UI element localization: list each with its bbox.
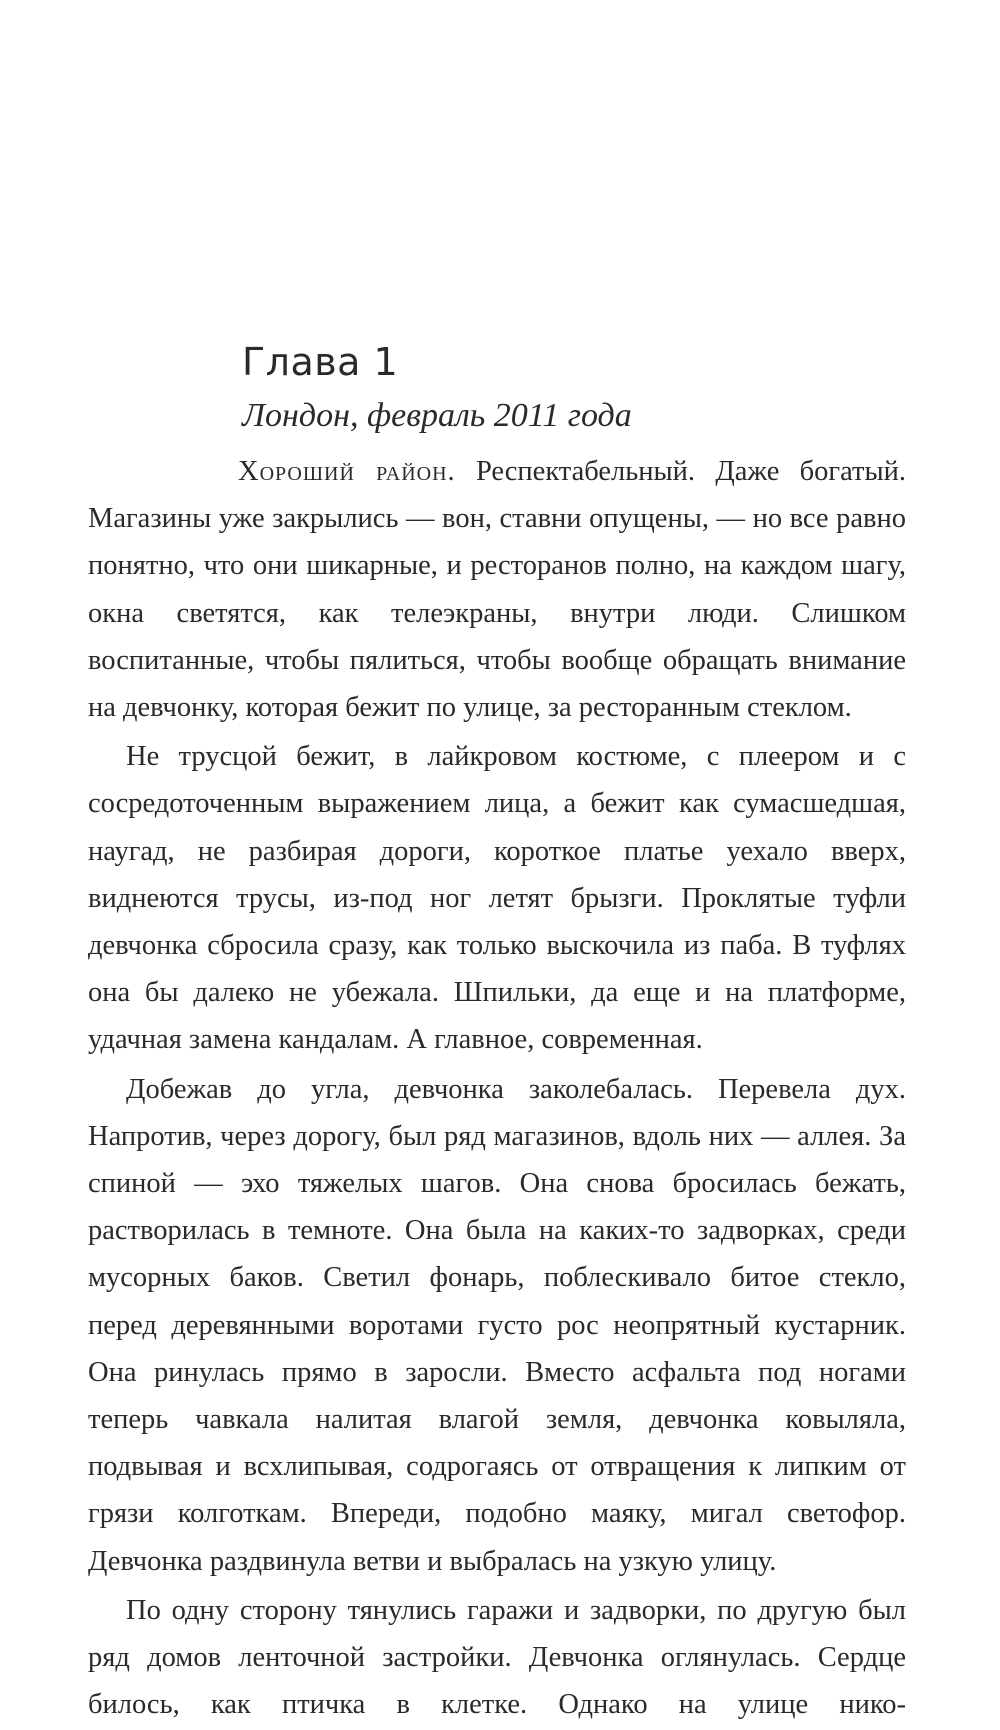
paragraph-lead-in: Хороший район. [238,456,456,487]
chapter-title: Глава 1 [242,340,399,384]
paragraph-3: Добежав до угла, девчонка заколебалась. Перевела дух. Напротив, через дорогу, был ряд магазинов, вдоль них — аллея. За спиной — эхо тяжелых шагов. Она снова бросилась бежать, растворилась в темноте. Она была на каких-то задворках, среди мусорных баков. Светил фонарь, поблескивало битое стекло, перед деревянными воротами густо рос неопрятный кустарник. Она ринулась прямо в заросли. Вместо асфальта под ногами теперь чавкала налитая влагой земля, девчонка ковыляла, подвывая и всхлипывая, содрогаясь от отвращения к липким от грязи колготкам. Впереди, подобно маяку, мигал светофор. Девчонка раздвинула ветви и выбралась на узкую улицу. [88,1073,906,1577]
chapter-text [88,448,906,1730]
paragraph-text: Респектабельный. Даже богатый. Магазины уже закрылись — вон, ставни опущены, — но все равно понятно, что они шикарные, и ресторанов полно, на каждом шагу, окна светятся, как телеэкраны, внутри люди. Слишком воспитанные, чтобы пялиться, чтобы вообще обращать внимание на девчонку, которая бежит по улице, за ресторанным стеклом. [88,456,906,724]
chapter-subtitle: Лондон, февраль 2011 года [242,397,632,434]
paragraph-2: Не трусцой бежит, в лайкровом костюме, с плеером и с сосредоточенным выражением лица, а бежит как сумасшедшая, наугад, не разбирая дороги, короткое платье уехало вверх, виднеются трусы, из-под ног летят брызги. Проклятые туфли девчонка сбросила сразу, как только выскочила из паба. В туфлях она бы далеко не убежала. Шпильки, да еще и на платформе, удачная замена кандалам. А главное, современная. [88,741,906,1056]
paragraph-4: По одну сторону тянулись гаражи и задворки, по другую был ряд домов ленточной застройки. Девчонка оглянулась. Сердце билось, как птичка в клетке. Однако на улице нико- [88,1594,906,1721]
paragraph-1 [88,448,906,731]
